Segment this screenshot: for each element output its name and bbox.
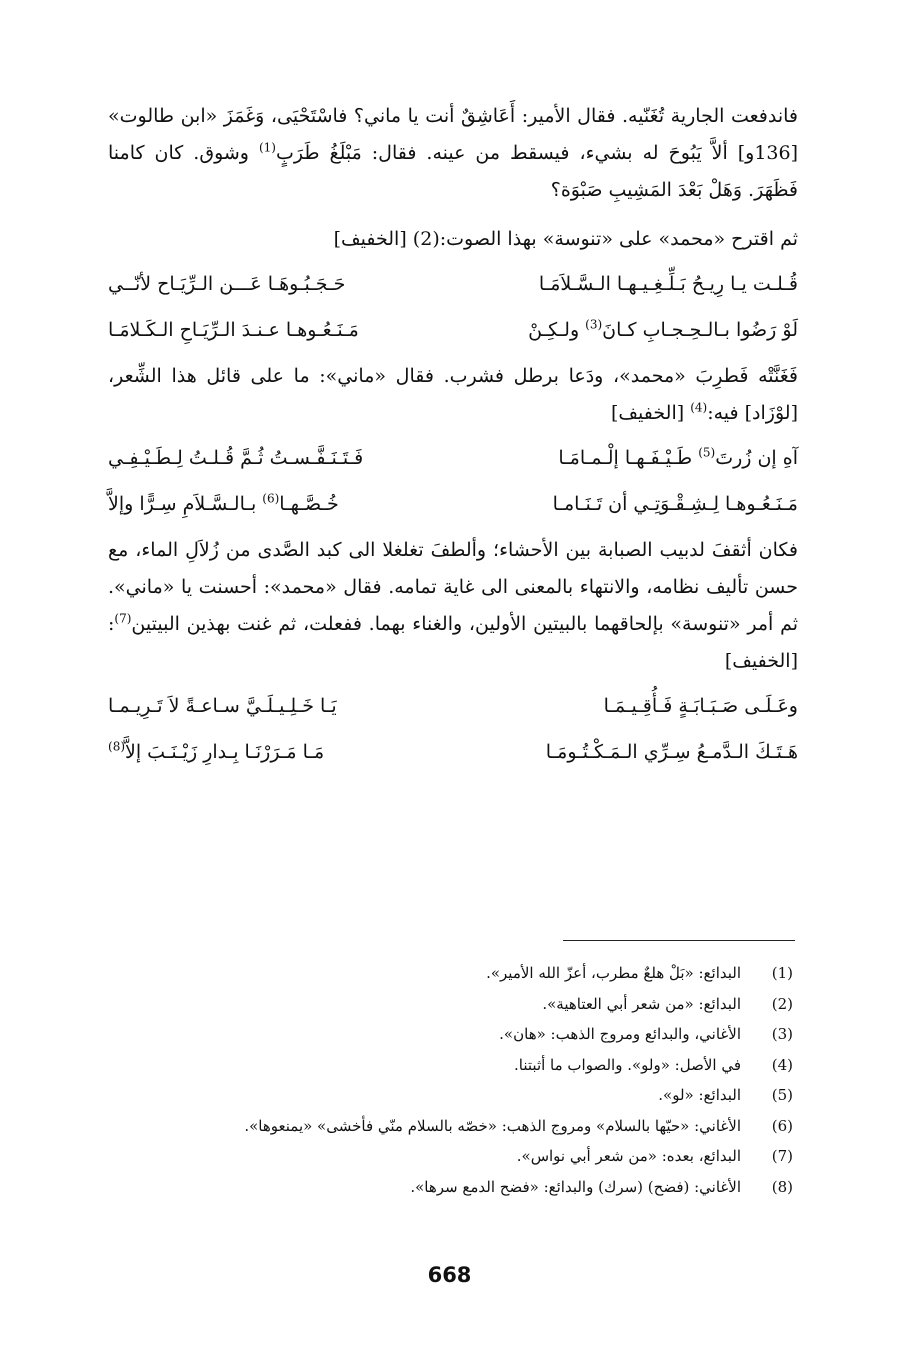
poem-2-meter: [الخفيف] [610, 402, 685, 424]
footnote-item [153, 1141, 793, 1172]
footnote-ref-6: (6) [262, 491, 280, 506]
verse-2-part-b: ولـكِـنْ [528, 319, 586, 341]
footnote-text: الأغاني: (فضح) (سرك) والبدائع: «فضح الدمع سرها». [410, 1177, 741, 1196]
verse-6-first-hemistich: هَـتَـكَ الـدَّمـعُ سِـرِّي الـمَـكْـتُـومَـا [545, 741, 798, 763]
verse-5-second-hemistich: يَـا خَـلِـيـلَـيَّ سـاعـةً لاَ تَـرِيـمـا [108, 695, 337, 717]
verse-5-first-hemistich: وعَـلَـى صَـبَـابَـةٍ فَـأُقِـيـمَـا [603, 695, 798, 717]
footnote-item [153, 1050, 793, 1081]
footnote-ref-7: (7) [114, 611, 132, 626]
footnote-item [153, 958, 793, 989]
footnote-number: (4) [771, 1055, 793, 1074]
footnote-ref-5: (5) [698, 445, 716, 460]
footnote-item [153, 989, 793, 1020]
paragraph-1 [108, 98, 798, 209]
verse-3-second-hemistich: فَـتَـنَـفَّـسـتُ ثُـمَّ قُـلـتُ لِـطَـيْـفِـي [108, 447, 364, 469]
footnote-number: (3) [771, 1025, 793, 1043]
footnote-text: الأغاني، والبدائع ومروج الذهب: «هان». [499, 1025, 741, 1043]
poem-3-meter: : [الخفيف] [108, 613, 798, 672]
paragraph-1-text: فاندفعت الجارية تُغَنّيه. فقال الأمير: أَعَاشِقٌ أنت يا ماني؟ فاسْتَحْيَى، وَغَمَزَ «ابن طالوت» [136و] ألاَّ يَبُوحَ له بشيء، فيسقط من عينه. فقال: مَبْلَغُ طَرَبٍ [108, 105, 798, 164]
footnote-item [153, 1111, 793, 1142]
paragraph-3-text: فكان أثقفَ لدبيب الصبابة بين الأحشاء؛ وألطفَ تغلغلا الى كبد الصَّدى من زُلاَلِ الماء، مع حسن تأليف نظامه، والانتهاء بالمعنى الى غاية تمامه. فقال «محمد»: أحسنت يا «ماني». ثم أمر «تنوسة» بإلحاقهما بالبيتين الأولين، والغناء بهما. ففعلت، ثم غنت بهذين البيتين [108, 539, 798, 635]
footnote-number: (5) [771, 1086, 793, 1104]
poem-1-intro: ثم اقترح «محمد» على «تنوسة» بهذا الصوت: [439, 228, 798, 250]
footnote-number: (8) [771, 1177, 793, 1196]
verse-6-second-hemistich [108, 732, 324, 772]
verse-5 [108, 686, 798, 726]
footnote-text: في الأصل: «ولو». والصواب ما أثبتنا. [514, 1055, 741, 1074]
footnote-ref-2: (2) [412, 228, 440, 250]
verse-3-part-a: آهِ إن زُرتَ [715, 447, 798, 469]
footnote-ref-4: (4) [690, 400, 708, 415]
footnote-number: (6) [771, 1116, 793, 1135]
footnotes [153, 958, 793, 1202]
paragraph-3 [108, 532, 798, 680]
footnote-item [153, 1019, 793, 1050]
footnote-separator [563, 940, 795, 941]
verse-6-part-a: مَـا مَـرَرْنَـا بِـدارِ زَيْـنَـبَ إلاَّ [125, 741, 325, 763]
footnote-number: (1) [771, 964, 793, 982]
page-number: 668 [427, 1263, 472, 1287]
footnote-item [153, 1172, 793, 1203]
footnote-ref-3: (3) [585, 317, 603, 332]
page-body [108, 98, 798, 778]
footnote-text: البدائع: «من شعر أبي العتاهية». [542, 994, 741, 1013]
verse-1-first-hemistich: قُـلـت يـا رِيـحُ بَـلِّـغِـيـهـا الـسَّـلاَمَـا [538, 273, 798, 295]
footnote-text: البدائع: «بَلْ هلعٌ مطرب، أعزّ الله الأمير». [486, 964, 741, 982]
footnote-text: البدائع: «لو». [658, 1086, 741, 1104]
footnote-ref-8: (8) [108, 739, 126, 754]
verse-2-part-a: لَوْ رَضُوا بـالـحِـجـابِ كـانَ [602, 319, 798, 341]
footnote-number: (2) [771, 994, 793, 1013]
footnote-item [153, 1080, 793, 1111]
verse-4-second-hemistich [108, 484, 339, 524]
verse-4 [108, 484, 798, 524]
verse-6 [108, 732, 798, 772]
verse-1 [108, 264, 798, 304]
footnote-text: البدائع، بعده: «من شعر أبي نواس». [516, 1147, 741, 1165]
footnote-number: (7) [771, 1147, 793, 1165]
verse-2-first-hemistich [528, 310, 798, 350]
poem-1-header [108, 221, 798, 258]
verse-3-first-hemistich [558, 438, 798, 478]
verse-4-first-hemistich: مَـنَـعُـوهـا لِـشِـقْـوَتِـي أن تَـنَـامـا [552, 493, 798, 515]
footnote-text: الأغاني: «حيّها بالسلام» ومروج الذهب: «خصّه بالسلام منّي فأخشى» «يمنعوها». [244, 1116, 741, 1135]
verse-3 [108, 438, 798, 478]
paragraph-1-end: وشوق. كان كامنا فَظَهَرَ. وَهَلْ بَعْدَ المَشِيبِ صَبْوَة؟ [108, 142, 798, 201]
paragraph-2 [108, 358, 798, 432]
verse-2 [108, 310, 798, 350]
footnote-ref-1: (1) [258, 140, 276, 155]
verse-2-second-hemistich: مَـنَـعُـوهـا عـنـدَ الـرِّيَـاحِ الـكَـلامَـا [108, 319, 359, 341]
paragraph-2-text: فَغَنَّتْه فَطرِبَ «محمد»، ودَعا برطل فشرب. فقال «ماني»: ما على قائل هذا الشِّعر، [لوْزَاد] فيه: [108, 365, 798, 424]
poem-1-meter: [الخفيف] [333, 228, 407, 250]
verse-1-second-hemistich: حَـجَـبُـوهَـا عَـــن الـرِّيَـاح لأنّــي [108, 273, 346, 295]
verse-3-part-b: طَـيْـفَـهـا إلْـمـامَـا [558, 447, 699, 469]
verse-4-part-b: بـالـسَّـلاَمِ سِـرًّا وإلاَّ [108, 493, 263, 515]
verse-4-part-a: خُـصَّـهـا [279, 493, 339, 515]
